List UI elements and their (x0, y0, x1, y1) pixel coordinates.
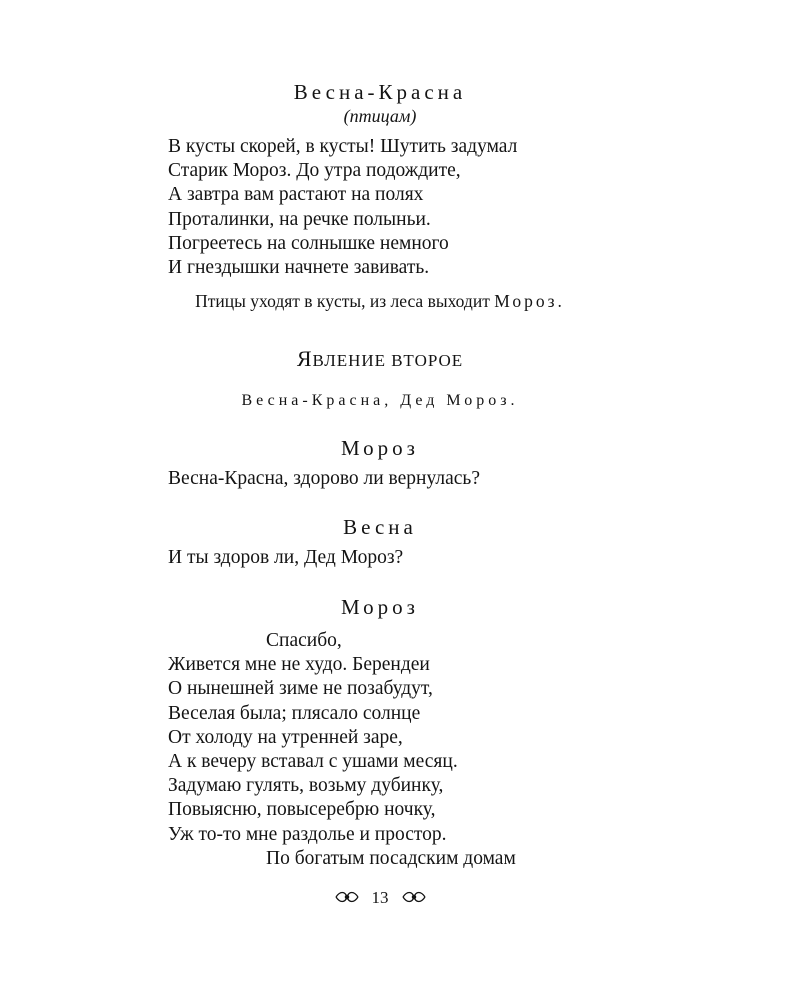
page-footer (0, 888, 760, 910)
fleuron-icon (334, 889, 360, 910)
verse-line: А завтра вам растают на полях (168, 184, 424, 206)
scene-title-initial: Я (296, 346, 313, 371)
speaker-heading: Мороз (341, 595, 419, 619)
verse-line: И гнездышки начнете завивать. (168, 257, 430, 279)
verse-line: Старик Мороз. До утра подождите, (168, 160, 461, 182)
verse-line: Живется мне не худо. Берендеи (168, 654, 430, 676)
speaker-heading: Весна-Красна (293, 80, 467, 104)
verse-block (168, 546, 403, 570)
stage-direction: (птицам) (343, 106, 417, 126)
page-number: 13 (371, 888, 389, 907)
verse-line: Задумаю гулять, возьму дубинку, (168, 775, 444, 797)
verse-line: По богатым посадским домам (266, 847, 516, 869)
verse-line: О нынешней зиме не позабудут, (168, 678, 433, 700)
verse-line: Погреетесь на солнышке немного (168, 232, 449, 254)
scene-title-rest: ВЛЕНИЕ ВТОРОЕ (312, 351, 464, 370)
verse-block (168, 629, 516, 871)
speaker-heading: Мороз (341, 436, 419, 460)
verse-block (168, 467, 480, 491)
direction-name: Мороз. (494, 291, 565, 311)
direction-text: Птицы уходят в кусты, из леса выходит (195, 291, 495, 311)
verse-line: Проталинки, на речке полыньи. (168, 208, 431, 230)
verse-line: Весна-Красна, здорово ли вернулась? (168, 468, 480, 489)
verse-line: Веселая была; плясало солнце (168, 702, 421, 724)
speaker-heading: Весна (343, 515, 417, 539)
verse-line: Повыясню, повысеребрю ночку, (168, 799, 436, 821)
verse-line: А к вечеру вставал с ушами месяц. (168, 751, 458, 773)
verse-block (168, 135, 517, 280)
scene-title (0, 346, 760, 372)
stage-direction-line (0, 291, 760, 312)
verse-line: Спасибо, (266, 630, 342, 651)
verse-line: От холоду на утренней заре, (168, 726, 403, 748)
verse-line: В кусты скорей, в кусты! Шутить задумал (168, 136, 518, 157)
cast-list: Весна-Красна, Дед Мороз. (241, 392, 519, 409)
fleuron-icon (401, 889, 427, 910)
verse-line: Уж то-то мне раздолье и простор. (168, 823, 447, 845)
verse-line: И ты здоров ли, Дед Мороз? (168, 547, 404, 568)
